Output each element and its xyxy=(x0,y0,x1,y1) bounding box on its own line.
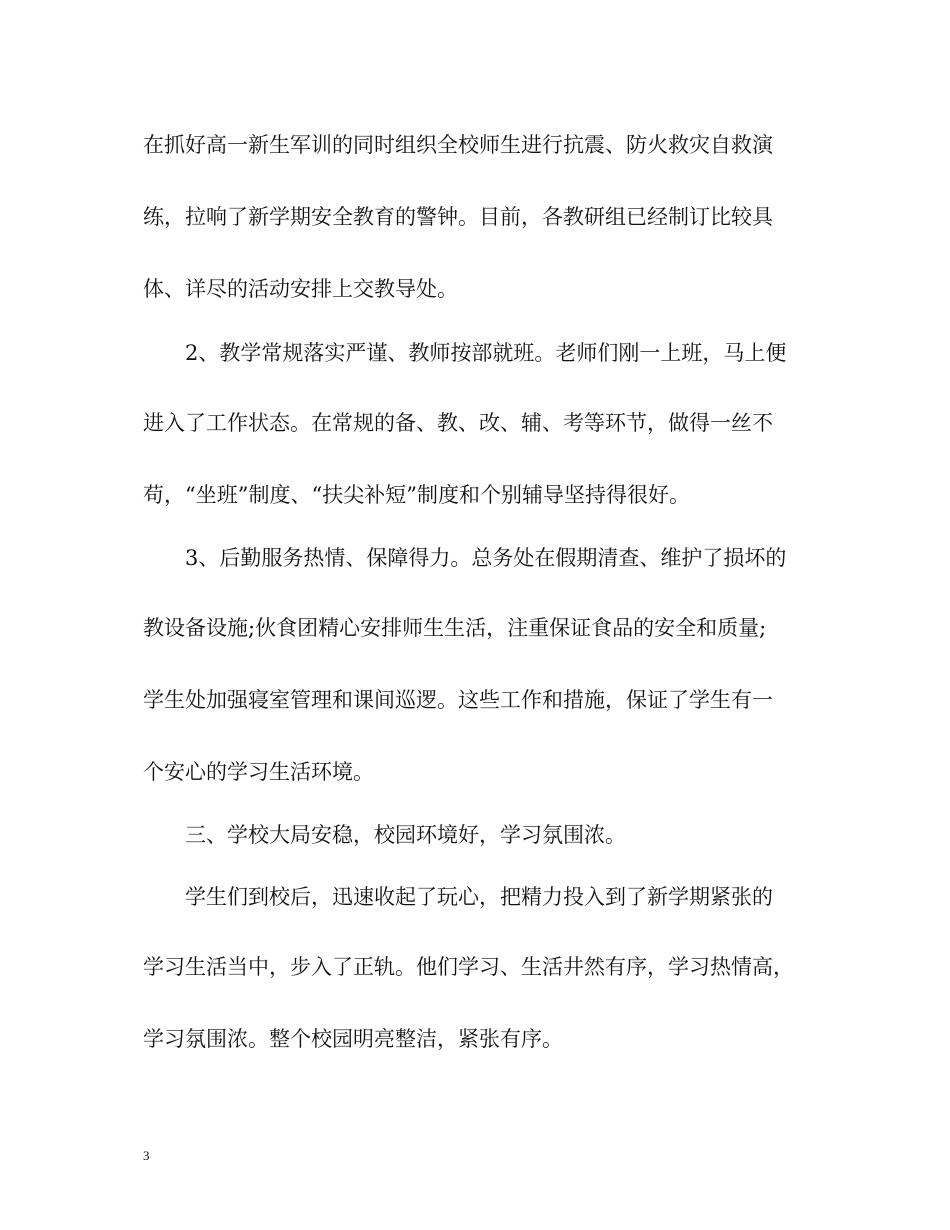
text-line: 苟，“坐班”制度、“扶尖补短”制度和个别辅导坚持得很好。 xyxy=(143,483,690,507)
text-line: 学生处加强寝室管理和课间巡逻。这些工作和措施，保证了学生有一 xyxy=(143,688,773,712)
text-line: 2、教学常规落实严谨、教师按部就班。老师们刚一上班，马上便 xyxy=(185,341,787,365)
text-line: 学生们到校后，迅速收起了玩心，把精力投入到了新学期紧张的 xyxy=(185,885,773,909)
text-line: 进入了工作状态。在常规的备、教、改、辅、考等环节，做得一丝不 xyxy=(143,411,773,435)
page-number: 3 xyxy=(143,1148,150,1163)
text-line: 个安心的学习生活环境。 xyxy=(143,760,374,784)
text-line: 三、学校大局安稳，校园环境好，学习氛围浓。 xyxy=(185,823,626,847)
text-line: 学习生活当中，步入了正轨。他们学习、生活井然有序，学习热情高， xyxy=(143,955,794,979)
text-line: 在抓好高一新生军训的同时组织全校师生进行抗震、防火救灾自救演 xyxy=(143,133,773,157)
text-line: 练，拉响了新学期安全教育的警钟。目前，各教研组已经制订比较具 xyxy=(143,205,773,229)
text-line: 体、详尽的活动安排上交教导处。 xyxy=(143,277,458,301)
text-line: 学习氛围浓。整个校园明亮整洁，紧张有序。 xyxy=(143,1027,563,1051)
text-line: 3、后勤服务热情、保障得力。总务处在假期清查、维护了损坏的 xyxy=(185,546,787,570)
text-line: 教设备设施;伙食团精心安排师生生活，注重保证食品的安全和质量; xyxy=(143,616,767,640)
